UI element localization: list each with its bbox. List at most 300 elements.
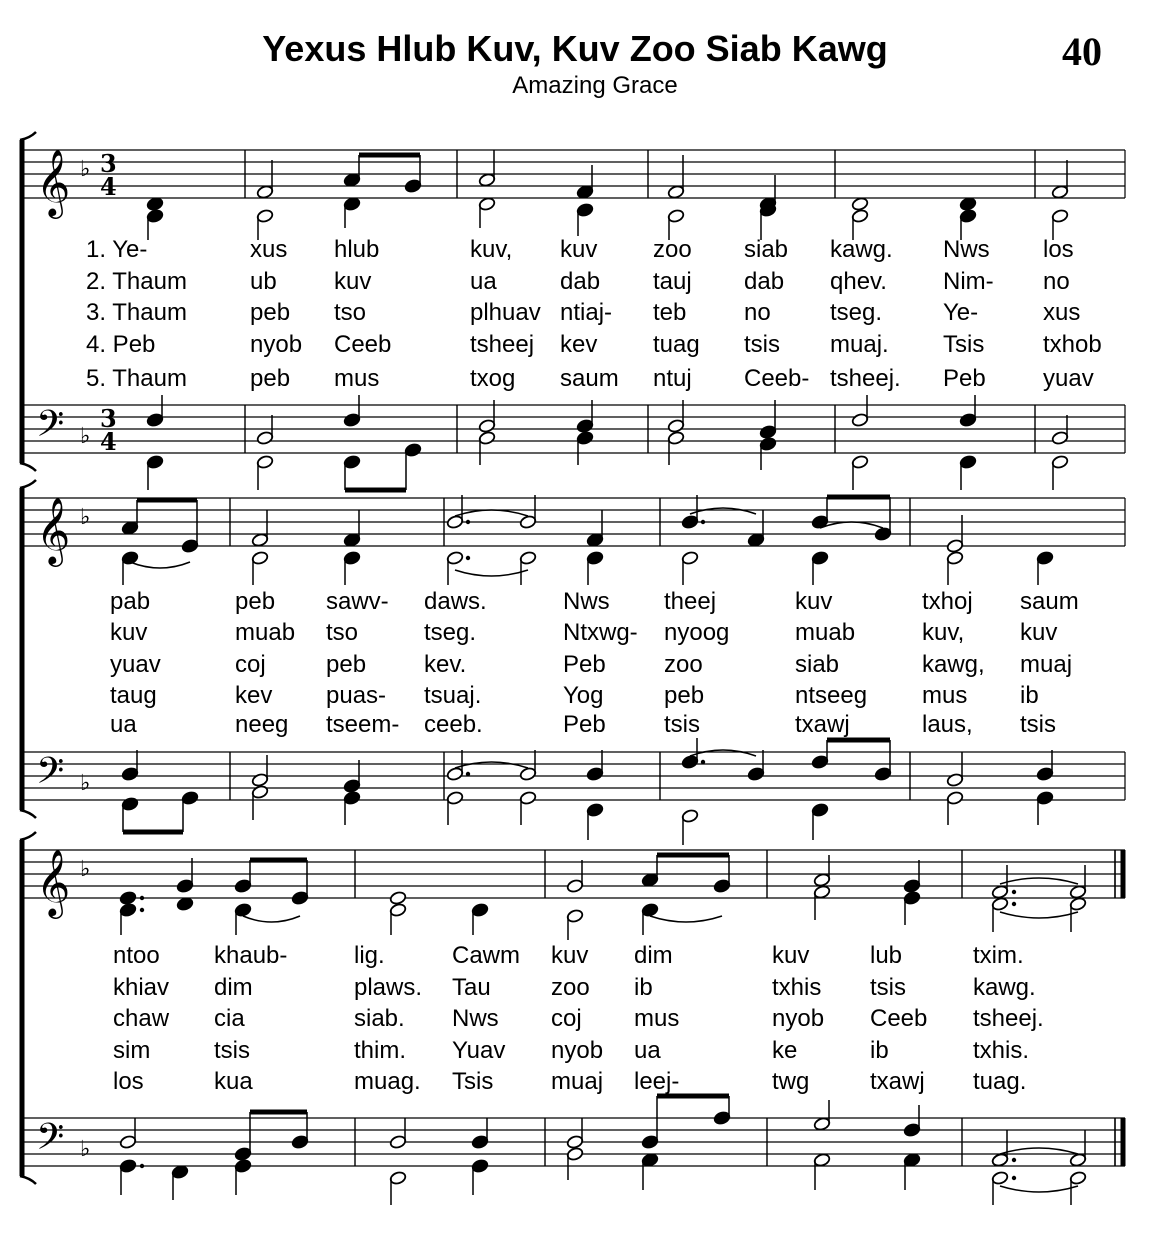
lyric-syllable: Nim- bbox=[943, 268, 994, 295]
notehead bbox=[566, 879, 584, 894]
lyric-syllable: tseg. bbox=[424, 619, 477, 646]
lyric-syllable: 3. Thaum bbox=[86, 299, 187, 326]
notehead bbox=[903, 891, 921, 906]
lyric-syllable: tsis bbox=[744, 331, 780, 358]
lyric-syllable: no bbox=[744, 299, 771, 326]
lyric-syllable: saum bbox=[1020, 588, 1079, 615]
lyric-syllable: zoo bbox=[664, 651, 703, 678]
dot bbox=[701, 520, 705, 524]
lyric-syllable: saum bbox=[560, 365, 619, 392]
lyric-syllable: ub bbox=[250, 268, 277, 295]
system-bracket bbox=[20, 463, 36, 471]
notehead bbox=[146, 197, 164, 212]
notehead bbox=[121, 767, 139, 782]
notehead bbox=[1051, 431, 1069, 446]
notehead bbox=[519, 791, 537, 806]
lyric-syllable: coj bbox=[235, 651, 266, 678]
lyric-syllable: xus bbox=[1043, 299, 1081, 326]
lyric-syllable: 4. Peb bbox=[86, 331, 156, 358]
lyric-syllable: tuag bbox=[653, 331, 700, 358]
lyric-syllable: khaub- bbox=[214, 942, 288, 969]
notehead bbox=[566, 1147, 584, 1162]
notehead bbox=[343, 455, 361, 470]
notehead bbox=[519, 551, 537, 566]
dot bbox=[1012, 890, 1016, 894]
notehead bbox=[478, 419, 496, 434]
lyric-syllable: lub bbox=[870, 942, 903, 969]
lyric-syllable: peb bbox=[250, 365, 291, 392]
notehead bbox=[171, 1165, 189, 1180]
lyric-syllable: Ntxwg- bbox=[563, 619, 638, 646]
lyric-syllable: Nws bbox=[943, 236, 990, 263]
lyric-syllable: lig. bbox=[354, 942, 385, 969]
notehead bbox=[343, 533, 361, 548]
lyric-syllable: mus bbox=[634, 1005, 680, 1032]
notehead bbox=[959, 197, 977, 212]
notehead bbox=[851, 455, 869, 470]
notehead bbox=[1069, 897, 1087, 912]
notehead bbox=[478, 431, 496, 446]
notehead bbox=[234, 879, 252, 894]
dot bbox=[701, 760, 705, 764]
lyric-syllable: muaj. bbox=[830, 331, 889, 358]
lyric-syllable: mus bbox=[334, 365, 380, 392]
lyric-syllable: theej bbox=[664, 588, 717, 615]
lyric-syllable: peb bbox=[250, 299, 291, 326]
notehead bbox=[256, 455, 274, 470]
notehead bbox=[586, 551, 604, 566]
notehead bbox=[1036, 551, 1054, 566]
notehead bbox=[991, 897, 1009, 912]
flat-icon: ♭ bbox=[80, 771, 91, 796]
treble-clef-icon: 𝄞 bbox=[36, 848, 71, 916]
lyric-syllable: ua bbox=[110, 711, 137, 738]
lyric-syllable: ib bbox=[870, 1037, 889, 1064]
flat-icon: ♭ bbox=[80, 857, 91, 882]
notehead bbox=[1036, 767, 1054, 782]
lyric-syllable: muab bbox=[795, 619, 856, 646]
notehead bbox=[576, 185, 594, 200]
lyric-syllable: tsheej. bbox=[830, 365, 901, 392]
time-signature: 4 bbox=[100, 172, 117, 201]
notehead bbox=[713, 879, 731, 894]
lyric-syllable: qhev. bbox=[830, 268, 887, 295]
lyric-syllable: 2. Thaum bbox=[86, 268, 187, 295]
tie bbox=[455, 510, 528, 516]
system-bracket bbox=[20, 810, 36, 818]
notehead bbox=[389, 1135, 407, 1150]
lyric-syllable: no bbox=[1043, 268, 1070, 295]
bass-clef-icon: 𝄢 bbox=[36, 750, 65, 801]
notehead bbox=[404, 179, 422, 194]
notehead bbox=[251, 551, 269, 566]
notehead bbox=[343, 197, 361, 212]
lyric-syllable: twg bbox=[772, 1068, 810, 1095]
notehead bbox=[713, 1111, 731, 1126]
lyric-syllable: mus bbox=[922, 682, 968, 709]
notehead bbox=[681, 755, 699, 770]
notehead bbox=[121, 521, 139, 536]
lyric-syllable: ua bbox=[470, 268, 497, 295]
notehead bbox=[121, 797, 139, 812]
notehead bbox=[641, 873, 659, 888]
tie bbox=[455, 762, 528, 768]
lyric-syllable: kawg, bbox=[922, 651, 985, 678]
notehead bbox=[991, 885, 1009, 900]
lyric-syllable: peb bbox=[664, 682, 705, 709]
lyric-syllable: teb bbox=[653, 299, 687, 326]
lyric-syllable: neeg bbox=[235, 711, 289, 738]
lyric-syllable: Ye- bbox=[943, 299, 979, 326]
lyric-syllable: 1. Ye- bbox=[86, 236, 148, 263]
notehead bbox=[903, 1123, 921, 1138]
lyric-syllable: kev bbox=[560, 331, 598, 358]
lyric-syllable: yuav bbox=[1043, 365, 1094, 392]
hymn-number: 40 bbox=[1062, 29, 1102, 74]
notehead bbox=[446, 767, 464, 782]
lyric-syllable: dab bbox=[560, 268, 601, 295]
dot bbox=[1012, 1158, 1016, 1162]
system-bracket bbox=[20, 1176, 36, 1184]
notehead bbox=[446, 515, 464, 530]
notehead bbox=[566, 909, 584, 924]
time-signature: 4 bbox=[100, 427, 117, 456]
notehead bbox=[343, 791, 361, 806]
lyric-syllable: khiav bbox=[113, 974, 170, 1001]
notehead bbox=[667, 185, 685, 200]
lyric-syllable: siab bbox=[744, 236, 789, 263]
notehead bbox=[119, 1159, 137, 1174]
dot bbox=[140, 896, 144, 900]
notehead bbox=[641, 1135, 659, 1150]
lyric-syllable: kev bbox=[235, 682, 273, 709]
notehead bbox=[343, 551, 361, 566]
lyric-syllable: kawg. bbox=[973, 974, 1036, 1001]
notehead bbox=[576, 431, 594, 446]
notehead bbox=[851, 209, 869, 224]
lyric-syllable: cia bbox=[214, 1005, 245, 1032]
lyric-syllable: laus, bbox=[922, 711, 973, 738]
lyric-syllable: txawj bbox=[795, 711, 850, 738]
flat-icon: ♭ bbox=[80, 424, 91, 449]
notehead bbox=[813, 873, 831, 888]
lyric-syllable: kuv, bbox=[470, 236, 513, 263]
notehead bbox=[471, 1159, 489, 1174]
lyric-syllable: zoo bbox=[551, 974, 590, 1001]
lyric-syllable: nyob bbox=[551, 1037, 604, 1064]
notehead bbox=[667, 431, 685, 446]
lyric-syllable: ua bbox=[634, 1037, 661, 1064]
notehead bbox=[234, 1159, 252, 1174]
lyric-syllable: ntseeg bbox=[795, 682, 868, 709]
lyric-syllable: tsuaj. bbox=[424, 682, 482, 709]
notehead bbox=[811, 551, 829, 566]
lyric-syllable: txhis. bbox=[973, 1037, 1030, 1064]
tie bbox=[1000, 1186, 1078, 1192]
notehead bbox=[119, 903, 137, 918]
notehead bbox=[586, 803, 604, 818]
lyric-syllable: xus bbox=[250, 236, 288, 263]
notehead bbox=[641, 1153, 659, 1168]
time-signature: 3 bbox=[100, 404, 117, 433]
notehead bbox=[1069, 1153, 1087, 1168]
notehead bbox=[146, 209, 164, 224]
notehead bbox=[566, 1135, 584, 1150]
lyric-syllable: Peb bbox=[563, 711, 606, 738]
dot bbox=[1012, 1176, 1016, 1180]
lyric-syllable: los bbox=[1043, 236, 1074, 263]
notehead bbox=[446, 551, 464, 566]
lyric-syllable: txawj bbox=[870, 1068, 925, 1095]
lyric-syllable: tsis bbox=[870, 974, 906, 1001]
tie bbox=[1000, 878, 1078, 884]
notehead bbox=[181, 791, 199, 806]
notehead bbox=[119, 1135, 137, 1150]
lyric-syllable: nyob bbox=[772, 1005, 825, 1032]
lyric-syllable: tsis bbox=[664, 711, 700, 738]
notehead bbox=[759, 425, 777, 440]
notehead bbox=[1051, 209, 1069, 224]
notehead bbox=[343, 173, 361, 188]
lyric-syllable: chaw bbox=[113, 1005, 170, 1032]
notehead bbox=[251, 533, 269, 548]
lyric-syllable: kuv bbox=[560, 236, 598, 263]
lyric-syllable: tsheej. bbox=[973, 1005, 1044, 1032]
treble-clef-icon: 𝄞 bbox=[36, 496, 71, 564]
lyric-syllable: dim bbox=[634, 942, 673, 969]
lyric-syllable: leej- bbox=[634, 1068, 680, 1095]
flat-icon: ♭ bbox=[80, 1137, 91, 1162]
lyric-syllable: Cawm bbox=[452, 942, 521, 969]
lyric-syllable: tso bbox=[326, 619, 359, 646]
lyric-syllable: ntuj bbox=[653, 365, 692, 392]
notehead bbox=[747, 767, 765, 782]
tie bbox=[690, 750, 756, 756]
lyric-syllable: txhoj bbox=[922, 588, 973, 615]
notehead bbox=[478, 197, 496, 212]
notehead bbox=[1051, 455, 1069, 470]
notehead bbox=[389, 891, 407, 906]
notehead bbox=[343, 413, 361, 428]
lyric-syllable: ntiaj- bbox=[560, 299, 613, 326]
notehead bbox=[759, 437, 777, 452]
notehead bbox=[256, 185, 274, 200]
lyric-syllable: ceeb. bbox=[424, 711, 483, 738]
hymn-subtitle: Amazing Grace bbox=[512, 72, 678, 99]
lyric-syllable: yuav bbox=[110, 651, 161, 678]
lyric-syllable: kuv bbox=[334, 268, 372, 295]
lyric-syllable: sim bbox=[113, 1037, 151, 1064]
lyric-syllable: Ceeb bbox=[334, 331, 392, 358]
lyric-syllable: ib bbox=[634, 974, 653, 1001]
notehead bbox=[389, 903, 407, 918]
notehead bbox=[471, 1135, 489, 1150]
notehead bbox=[519, 515, 537, 530]
notehead bbox=[251, 785, 269, 800]
flat-icon: ♭ bbox=[80, 505, 91, 530]
lyric-syllable: Ceeb bbox=[870, 1005, 928, 1032]
lyric-syllable: kuv, bbox=[922, 619, 965, 646]
lyric-syllable: nyob bbox=[250, 331, 303, 358]
notehead bbox=[251, 773, 269, 788]
lyric-syllable: Yog bbox=[563, 682, 604, 709]
notehead bbox=[478, 173, 496, 188]
notehead bbox=[586, 533, 604, 548]
lyric-syllable: kua bbox=[214, 1068, 253, 1095]
lyric-syllable: kev. bbox=[424, 651, 467, 678]
lyric-syllable: Nws bbox=[452, 1005, 499, 1032]
lyric-syllable: tsis bbox=[1020, 711, 1056, 738]
notehead bbox=[576, 203, 594, 218]
dot bbox=[140, 1164, 144, 1168]
lyric-syllable: plhuav bbox=[470, 299, 541, 326]
lyric-syllable: kuv bbox=[551, 942, 589, 969]
lyric-syllable: kawg. bbox=[830, 236, 893, 263]
lyric-syllable: muaj bbox=[551, 1068, 604, 1095]
notehead bbox=[471, 903, 489, 918]
lyric-syllable: tseem- bbox=[326, 711, 400, 738]
lyric-syllable: peb bbox=[235, 588, 276, 615]
lyric-syllable: zoo bbox=[653, 236, 692, 263]
lyric-syllable: los bbox=[113, 1068, 144, 1095]
lyric-syllable: sawv- bbox=[326, 588, 389, 615]
dot bbox=[1012, 902, 1016, 906]
lyric-syllable: ke bbox=[772, 1037, 798, 1064]
lyric-syllable: Peb bbox=[943, 365, 986, 392]
system-bracket bbox=[20, 832, 36, 840]
lyric-syllable: tsheej bbox=[470, 331, 535, 358]
notehead bbox=[234, 903, 252, 918]
notehead bbox=[256, 431, 274, 446]
notehead bbox=[176, 879, 194, 894]
notehead bbox=[813, 885, 831, 900]
notehead bbox=[991, 1171, 1009, 1186]
treble-clef-icon: 𝄞 bbox=[36, 148, 71, 216]
lyric-syllable: muab bbox=[235, 619, 296, 646]
notehead bbox=[747, 533, 765, 548]
notehead bbox=[121, 551, 139, 566]
lyric-syllable: dim bbox=[214, 974, 253, 1001]
notehead bbox=[343, 779, 361, 794]
notehead bbox=[667, 419, 685, 434]
notehead bbox=[946, 773, 964, 788]
hymn-title: Yexus Hlub Kuv, Kuv Zoo Siab Kawg bbox=[262, 28, 888, 69]
notehead bbox=[291, 891, 309, 906]
notehead bbox=[519, 767, 537, 782]
notehead bbox=[667, 209, 685, 224]
system-bracket bbox=[20, 480, 36, 488]
notehead bbox=[681, 551, 699, 566]
notehead bbox=[811, 755, 829, 770]
dot bbox=[466, 772, 470, 776]
lyric-syllable: tsis bbox=[214, 1037, 250, 1064]
notehead bbox=[851, 413, 869, 428]
lyric-syllable: pab bbox=[110, 588, 151, 615]
dot bbox=[140, 908, 144, 912]
notehead bbox=[404, 443, 422, 458]
notehead bbox=[389, 1171, 407, 1186]
lyric-syllable: kuv bbox=[772, 942, 810, 969]
lyric-syllable: puas- bbox=[326, 682, 387, 709]
notehead bbox=[681, 809, 699, 824]
lyric-syllable: txhob bbox=[1043, 331, 1102, 358]
tie bbox=[690, 508, 756, 514]
notehead bbox=[146, 413, 164, 428]
notehead bbox=[991, 1153, 1009, 1168]
lyric-syllable: thim. bbox=[354, 1037, 407, 1064]
lyric-syllable: Peb bbox=[563, 651, 606, 678]
notehead bbox=[176, 897, 194, 912]
lyric-syllable: txhis bbox=[772, 974, 822, 1001]
lyric-syllable: muag. bbox=[354, 1068, 421, 1095]
time-signature: 3 bbox=[100, 149, 117, 178]
lyric-syllable: tso bbox=[334, 299, 367, 326]
notehead bbox=[903, 879, 921, 894]
notehead bbox=[119, 891, 137, 906]
notehead bbox=[641, 903, 659, 918]
tie bbox=[243, 916, 300, 922]
lyric-syllable: coj bbox=[551, 1005, 582, 1032]
lyric-syllable: daws. bbox=[424, 588, 487, 615]
lyric-syllable: kuv bbox=[795, 588, 833, 615]
lyric-syllable: ib bbox=[1020, 682, 1039, 709]
tie bbox=[1000, 912, 1078, 918]
notehead bbox=[291, 1135, 309, 1150]
lyric-syllable: ntoo bbox=[113, 942, 160, 969]
notehead bbox=[446, 791, 464, 806]
notehead bbox=[959, 209, 977, 224]
system-bracket bbox=[20, 132, 36, 140]
tie bbox=[820, 522, 883, 528]
notehead bbox=[959, 455, 977, 470]
notehead bbox=[146, 455, 164, 470]
notehead bbox=[851, 197, 869, 212]
notehead bbox=[181, 539, 199, 554]
notehead bbox=[234, 1147, 252, 1162]
lyric-syllable: Nws bbox=[563, 588, 610, 615]
notehead bbox=[1036, 791, 1054, 806]
bass-clef-icon: 𝄢 bbox=[36, 403, 65, 454]
lyric-syllable: tuag. bbox=[973, 1068, 1027, 1095]
notehead bbox=[1051, 185, 1069, 200]
lyric-syllable: dab bbox=[744, 268, 785, 295]
notehead bbox=[256, 209, 274, 224]
lyric-syllable: txim. bbox=[973, 942, 1024, 969]
lyric-syllable: muaj bbox=[1020, 651, 1073, 678]
lyric-syllable: hlub bbox=[334, 236, 380, 263]
flat-icon: ♭ bbox=[80, 157, 91, 182]
lyric-syllable: nyoog bbox=[664, 619, 730, 646]
notehead bbox=[811, 803, 829, 818]
tie bbox=[650, 916, 722, 922]
notehead bbox=[874, 527, 892, 542]
notehead bbox=[1069, 885, 1087, 900]
notehead bbox=[813, 1117, 831, 1132]
notehead bbox=[681, 515, 699, 530]
tie bbox=[1000, 1148, 1078, 1154]
notehead bbox=[576, 419, 594, 434]
notehead bbox=[946, 539, 964, 554]
lyric-syllable: siab bbox=[795, 651, 840, 678]
notehead bbox=[1069, 1171, 1087, 1186]
lyric-syllable: Tsis bbox=[943, 331, 985, 358]
lyric-syllable: plaws. bbox=[354, 974, 423, 1001]
notehead bbox=[946, 551, 964, 566]
lyric-syllable: kuv bbox=[1020, 619, 1058, 646]
notehead bbox=[903, 1153, 921, 1168]
lyric-syllable: Tsis bbox=[452, 1068, 494, 1095]
tie bbox=[130, 562, 190, 568]
